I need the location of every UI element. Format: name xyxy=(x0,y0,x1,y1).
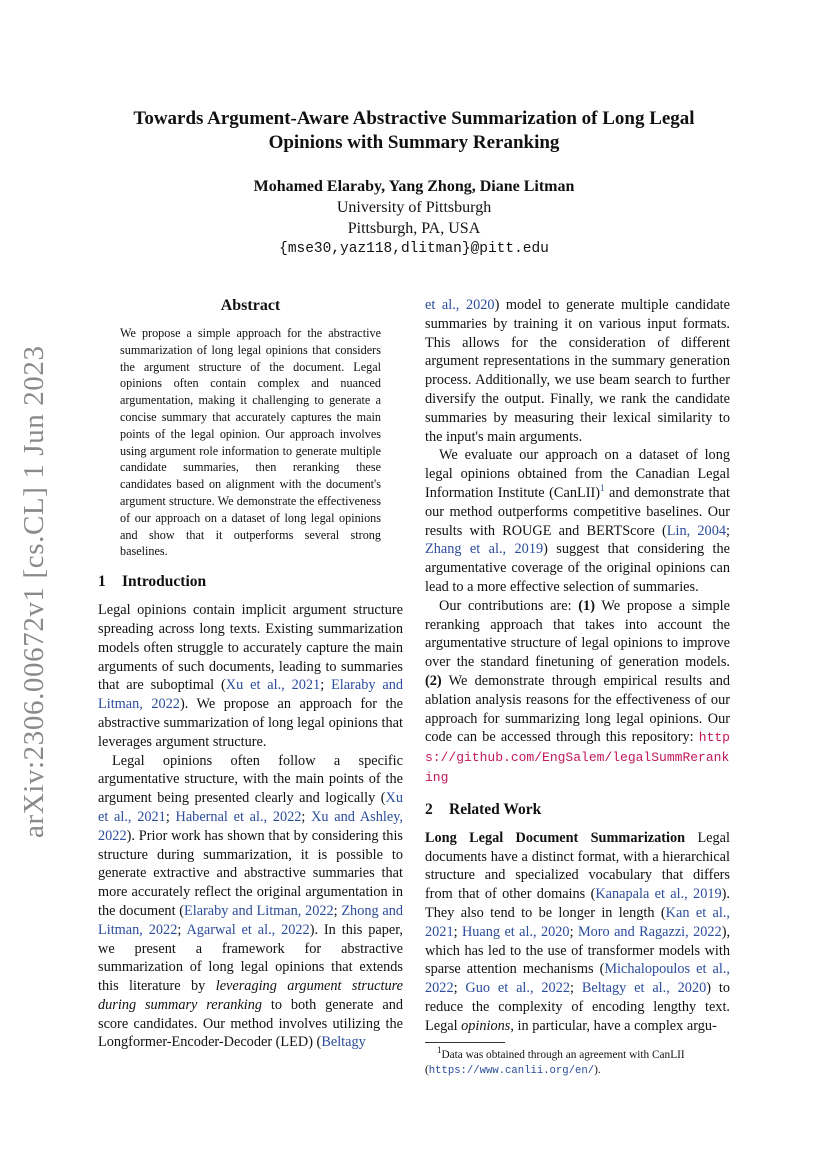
text-run: ; xyxy=(570,980,582,997)
footnote xyxy=(425,1045,730,1079)
text-run: to both generate and score candidates. Our method involves utilizing the Longformer-Encoder-Decoder (LED) ( xyxy=(98,996,403,1051)
related-work-paragraph xyxy=(425,829,730,1036)
repository-link[interactable]: https://github.com/EngSalem/legalSummReranking xyxy=(425,730,730,785)
text-run: ; xyxy=(333,902,342,919)
citation-link[interactable]: Xu et al., 2021 xyxy=(225,677,321,694)
text-run: Data was obtained through an agreement with CanLII ( xyxy=(425,1049,685,1077)
arxiv-identifier: arXiv:2306.00672v1 [cs.CL] 1 Jun 2023 xyxy=(18,345,50,838)
abstract-heading: Abstract xyxy=(220,297,281,314)
text-run: ; xyxy=(301,808,312,825)
citation-link[interactable]: Zhang et al., 2019 xyxy=(425,541,544,558)
intro-paragraph-4 xyxy=(425,597,730,788)
emphasis-text: leveraging argument structure during summary reranking xyxy=(98,978,403,1013)
text-run: ; xyxy=(177,921,187,938)
text-run: ; xyxy=(165,808,176,825)
paper-title: Towards Argument-Aware Abstractive Summarization of Long Legal Opinions with Summary Reranking xyxy=(133,108,695,153)
section-title: Related Work xyxy=(449,800,542,818)
text-run: Legal documents have a distinct format, with a hierarchical structure and specialized vocabulary that differs from that of other domains ( xyxy=(425,829,730,903)
citation-link[interactable]: Agarwal et al., 2022 xyxy=(186,921,310,938)
bold-marker: (2) xyxy=(425,672,442,689)
citation-link[interactable]: Elaraby and Litman, 2022 xyxy=(98,677,404,713)
section-number: 2 xyxy=(425,800,433,818)
emphasis-text: opinions xyxy=(461,1017,511,1034)
author-names: Mohamed Elaraby, Yang Zhong, Diane Litman xyxy=(253,178,575,195)
text-run: Our contributions are: xyxy=(439,597,579,614)
text-run: ) model to generate multiple candidate summaries by training it on various input formats. This allows for the consideration of different argument representations in the summary generation process. Additionally, we use beam search to further diversify the output. Finally, we rank the candidate summaries by measuring their lexical similarity to the input's main arguments. xyxy=(425,297,731,445)
citation-link[interactable]: Habernal et al., 2022 xyxy=(175,808,302,825)
section-number: 1 xyxy=(98,573,106,591)
citation-link[interactable]: Beltagy xyxy=(321,1034,366,1051)
bold-marker: (1) xyxy=(578,597,595,614)
text-run: ). In this paper, we present a framework for abstractive summarization of long legal opinions that extends this literature by xyxy=(98,921,404,995)
section-heading-related-work xyxy=(425,800,730,820)
text-run: ; xyxy=(320,677,332,694)
citation-link[interactable]: et al., 2020 xyxy=(425,297,495,313)
footnote-marker[interactable]: 1 xyxy=(599,483,605,494)
author-affiliation: University of Pittsburgh xyxy=(336,199,492,216)
intro-paragraph-2-continued xyxy=(425,296,730,446)
text-run: Legal opinions contain implicit argument structure spreading across long texts. Existing summarization models often struggle to accurately capture the main arguments of such documents, leading to summaries that are suboptimal ( xyxy=(98,602,403,694)
citation-link[interactable]: Lin, 2004 xyxy=(666,522,726,539)
text-run: ) suggest that considering the argumentative coverage of the original opinions can lead to a more effective selection of summaries. xyxy=(425,541,731,595)
intro-paragraph-3 xyxy=(425,446,730,596)
footnote-divider xyxy=(425,1042,505,1043)
text-run: ; xyxy=(453,923,462,940)
citation-link[interactable]: Elaraby and Litman, 2022 xyxy=(184,902,334,919)
citation-link[interactable]: Moro and Ragazzi, 2022 xyxy=(577,923,722,940)
text-run: ). We propose an approach for the abstractive summarization of long legal opinions that leverages argument structure. xyxy=(98,696,403,750)
citation-link[interactable]: Xu and Ashley, 2022 xyxy=(98,808,404,844)
citation-link[interactable]: Xu et al., 2021 xyxy=(98,790,403,825)
intro-paragraph-2 xyxy=(98,752,403,1053)
text-run: Legal opinions often follow a specific argumentative structure, with the main points of the argument being presented clearly and logically ( xyxy=(98,752,403,807)
author-location: Pittsburgh, PA, USA xyxy=(347,220,481,237)
citation-link[interactable]: Guo et al., 2022 xyxy=(465,980,570,997)
footnote-number: 1 xyxy=(437,1045,442,1056)
text-run: ). xyxy=(594,1064,601,1077)
text-run: ), which has led to the use of transformer models with sparse attention mechanisms ( xyxy=(425,923,731,978)
run-in-heading: Long Legal Document Summarization xyxy=(425,829,686,846)
intro-paragraph-1 xyxy=(98,601,403,751)
citation-link[interactable]: Beltagy et al., 2020 xyxy=(581,980,707,997)
abstract-text: We propose a simple approach for the abstractive summarization of long legal opinions that considers the argument structure of the document. Legal opinions often contain complex and nuanced argumentation, making it challenging to generate a concise summary that accurately captures the main points of the legal opinion. Our approach involves using argument role information to generate multiple candidate summaries, then reranking these candidates based on alignment with the document's argument structure. We demonstrate the effectiveness of our approach on a dataset of long legal opinions and show that it outperforms several strong baselines. xyxy=(120,326,381,559)
text-run: ) to reduce the complexity of encoding lengthy text. Legal xyxy=(425,980,730,1034)
text-run: We propose a simple reranking approach that takes into account the argumentative structure of legal opinions to improve over the standard finetuning of generation models. xyxy=(425,597,730,671)
text-run: and demonstrate that our method outperforms competitive baselines. Our results with ROUGE and BERTScore ( xyxy=(425,484,730,539)
text-run: , in particular, have a complex argu- xyxy=(510,1017,717,1034)
citation-link[interactable]: Huang et al., 2020 xyxy=(461,923,570,940)
right-column xyxy=(425,296,730,1079)
text-run: We evaluate our approach on a dataset of long legal opinions obtained from the Canadian Legal Information Institute (CanLII) xyxy=(425,447,730,501)
citation-link[interactable]: Kanapala et al., 2019 xyxy=(595,886,722,903)
citation-link[interactable]: Kan et al., 2021 xyxy=(425,904,730,940)
text-run: We demonstrate through empirical results and ablation analysis reasons for the effectiveness of our approach for summarizing long legal opinions. Our code can be accessed through this repository: xyxy=(425,672,730,746)
section-heading-introduction xyxy=(98,572,403,592)
author-email: {mse30,yaz118,dlitman}@pitt.edu xyxy=(279,241,549,257)
author-block xyxy=(100,176,728,260)
citation-link[interactable]: Michalopoulos et al., 2022 xyxy=(425,961,730,997)
text-run: ; xyxy=(569,923,578,940)
left-column xyxy=(98,296,403,1052)
text-run: ; xyxy=(453,980,466,997)
footnote-link[interactable]: https://www.canlii.org/en/ xyxy=(428,1065,595,1078)
text-run: ). They also tend to be longer in length ( xyxy=(425,886,730,921)
citation-link[interactable]: Zhong and Litman, 2022 xyxy=(98,902,403,938)
text-run: ; xyxy=(726,522,730,539)
section-title: Introduction xyxy=(122,573,207,591)
text-run: ). Prior work has shown that by considering this structure during summarization, it is possible to generate extractive and abstractive summaries that more accurately reflect the original argumentation in the document ( xyxy=(98,827,403,919)
